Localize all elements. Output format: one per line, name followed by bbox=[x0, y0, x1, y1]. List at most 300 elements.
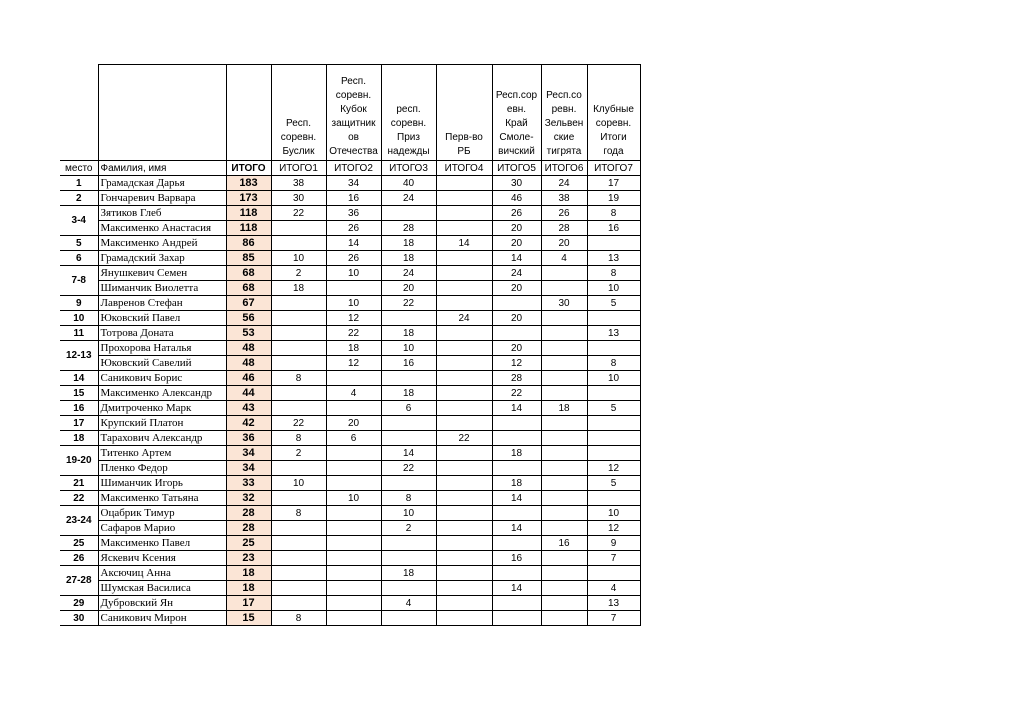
score-cell bbox=[326, 506, 381, 521]
score-cell bbox=[492, 536, 541, 551]
score-cell: 28 bbox=[381, 221, 436, 236]
score-cell bbox=[541, 611, 587, 626]
name-cell: Максименко Александр bbox=[98, 386, 226, 401]
total-cell: 23 bbox=[226, 551, 271, 566]
name-cell: Шиманчик Виолетта bbox=[98, 281, 226, 296]
subtotal-header: ИТОГО1 bbox=[271, 161, 326, 176]
score-cell: 26 bbox=[326, 221, 381, 236]
score-cell: 18 bbox=[381, 386, 436, 401]
score-cell: 38 bbox=[271, 176, 326, 191]
score-cell bbox=[436, 491, 492, 506]
table-row bbox=[60, 551, 640, 566]
score-cell: 36 bbox=[326, 206, 381, 221]
score-cell bbox=[436, 266, 492, 281]
score-cell bbox=[492, 296, 541, 311]
score-cell: 26 bbox=[326, 251, 381, 266]
score-cell: 12 bbox=[492, 356, 541, 371]
score-cell bbox=[587, 311, 640, 326]
score-cell bbox=[587, 446, 640, 461]
score-cell: 26 bbox=[492, 206, 541, 221]
score-cell bbox=[436, 551, 492, 566]
score-cell: 30 bbox=[271, 191, 326, 206]
score-cell bbox=[271, 581, 326, 596]
table-row bbox=[60, 341, 640, 356]
table-row bbox=[60, 401, 640, 416]
place-cell: 29 bbox=[60, 596, 98, 611]
score-cell bbox=[326, 281, 381, 296]
score-cell: 18 bbox=[492, 476, 541, 491]
name-cell: Грамадский Захар bbox=[98, 251, 226, 266]
score-cell bbox=[436, 401, 492, 416]
table-row bbox=[60, 416, 640, 431]
score-cell bbox=[436, 206, 492, 221]
empty-header-cell bbox=[60, 65, 98, 161]
score-cell: 14 bbox=[492, 521, 541, 536]
name-cell: Юковский Павел bbox=[98, 311, 226, 326]
score-cell bbox=[492, 461, 541, 476]
score-cell bbox=[436, 581, 492, 596]
table-row bbox=[60, 476, 640, 491]
score-cell: 30 bbox=[492, 176, 541, 191]
competition-header: респ. соревн. Приз надежды bbox=[381, 65, 436, 161]
score-cell bbox=[381, 551, 436, 566]
score-cell: 20 bbox=[326, 416, 381, 431]
total-cell: 46 bbox=[226, 371, 271, 386]
total-cell: 48 bbox=[226, 341, 271, 356]
name-cell: Прохорова Наталья bbox=[98, 341, 226, 356]
total-cell: 68 bbox=[226, 281, 271, 296]
score-cell: 34 bbox=[326, 176, 381, 191]
table-row bbox=[60, 491, 640, 506]
total-cell: 183 bbox=[226, 176, 271, 191]
table-row bbox=[60, 266, 640, 281]
score-cell bbox=[436, 176, 492, 191]
score-cell bbox=[587, 236, 640, 251]
score-cell: 20 bbox=[381, 281, 436, 296]
score-cell: 18 bbox=[541, 401, 587, 416]
place-cell: 26 bbox=[60, 551, 98, 566]
score-cell: 8 bbox=[587, 356, 640, 371]
subtotal-header: ИТОГО5 bbox=[492, 161, 541, 176]
score-cell: 8 bbox=[271, 611, 326, 626]
total-cell: 18 bbox=[226, 566, 271, 581]
score-cell: 4 bbox=[587, 581, 640, 596]
score-cell bbox=[436, 371, 492, 386]
score-cell: 14 bbox=[492, 251, 541, 266]
place-cell: 1 bbox=[60, 176, 98, 191]
score-cell: 8 bbox=[587, 266, 640, 281]
table-row bbox=[60, 281, 640, 296]
place-cell: 22 bbox=[60, 491, 98, 506]
place-cell: 3-4 bbox=[60, 206, 98, 236]
name-cell: Шумская Василиса bbox=[98, 581, 226, 596]
score-cell: 2 bbox=[381, 521, 436, 536]
score-cell bbox=[436, 611, 492, 626]
score-cell: 14 bbox=[326, 236, 381, 251]
score-cell bbox=[587, 566, 640, 581]
competition-header: Респ.сор евн. Край Смоле- вичский bbox=[492, 65, 541, 161]
name-cell: Саникович Мирон bbox=[98, 611, 226, 626]
table-row bbox=[60, 566, 640, 581]
score-cell bbox=[541, 371, 587, 386]
empty-header-cell bbox=[98, 65, 226, 161]
score-cell: 22 bbox=[381, 296, 436, 311]
results-body bbox=[60, 176, 640, 626]
score-cell bbox=[587, 491, 640, 506]
score-cell bbox=[436, 251, 492, 266]
total-cell: 86 bbox=[226, 236, 271, 251]
score-cell: 10 bbox=[587, 506, 640, 521]
score-cell: 30 bbox=[541, 296, 587, 311]
score-cell bbox=[436, 536, 492, 551]
name-cell: Тотрова Доната bbox=[98, 326, 226, 341]
place-cell: 14 bbox=[60, 371, 98, 386]
score-cell bbox=[326, 371, 381, 386]
score-cell bbox=[492, 611, 541, 626]
score-cell: 6 bbox=[326, 431, 381, 446]
total-cell: 67 bbox=[226, 296, 271, 311]
subtotal-header: ИТОГО2 bbox=[326, 161, 381, 176]
score-cell: 46 bbox=[492, 191, 541, 206]
score-cell: 6 bbox=[381, 401, 436, 416]
score-cell: 5 bbox=[587, 401, 640, 416]
name-cell: Дубровский Ян bbox=[98, 596, 226, 611]
name-cell: Пленко Федор bbox=[98, 461, 226, 476]
score-cell: 18 bbox=[492, 446, 541, 461]
score-cell bbox=[492, 326, 541, 341]
score-cell bbox=[541, 506, 587, 521]
competition-header-row bbox=[60, 65, 640, 161]
score-cell: 24 bbox=[436, 311, 492, 326]
score-cell bbox=[381, 431, 436, 446]
score-cell: 19 bbox=[587, 191, 640, 206]
total-cell: 18 bbox=[226, 581, 271, 596]
score-cell: 16 bbox=[587, 221, 640, 236]
place-cell: 7-8 bbox=[60, 266, 98, 296]
table-row bbox=[60, 446, 640, 461]
total-cell: 42 bbox=[226, 416, 271, 431]
subtotal-header: ИТОГО3 bbox=[381, 161, 436, 176]
score-cell bbox=[271, 551, 326, 566]
name-cell: Крупский Платон bbox=[98, 416, 226, 431]
results-table bbox=[60, 64, 641, 626]
score-cell bbox=[326, 476, 381, 491]
place-cell: 17 bbox=[60, 416, 98, 431]
score-cell bbox=[326, 446, 381, 461]
table-row bbox=[60, 431, 640, 446]
score-cell: 20 bbox=[492, 221, 541, 236]
score-cell: 24 bbox=[541, 176, 587, 191]
score-cell: 20 bbox=[492, 281, 541, 296]
score-cell bbox=[326, 521, 381, 536]
name-cell: Максименко Андрей bbox=[98, 236, 226, 251]
place-cell: 19-20 bbox=[60, 446, 98, 476]
score-cell: 28 bbox=[492, 371, 541, 386]
place-cell: 5 bbox=[60, 236, 98, 251]
score-cell: 2 bbox=[271, 446, 326, 461]
score-cell: 14 bbox=[492, 491, 541, 506]
score-cell bbox=[381, 311, 436, 326]
score-cell bbox=[436, 191, 492, 206]
score-cell bbox=[541, 386, 587, 401]
score-cell bbox=[541, 476, 587, 491]
score-cell: 12 bbox=[587, 521, 640, 536]
score-cell bbox=[436, 416, 492, 431]
name-cell: Дмитроченко Марк bbox=[98, 401, 226, 416]
total-cell: 44 bbox=[226, 386, 271, 401]
score-cell bbox=[541, 356, 587, 371]
score-cell: 14 bbox=[492, 401, 541, 416]
name-cell: Тарахович Александр bbox=[98, 431, 226, 446]
score-cell bbox=[541, 446, 587, 461]
name-cell: Шиманчик Игорь bbox=[98, 476, 226, 491]
place-cell: 25 bbox=[60, 536, 98, 551]
name-cell: Максименко Татьяна bbox=[98, 491, 226, 506]
score-cell: 22 bbox=[271, 206, 326, 221]
name-cell: Сафаров Марио bbox=[98, 521, 226, 536]
score-cell bbox=[381, 476, 436, 491]
score-cell bbox=[541, 521, 587, 536]
score-cell bbox=[271, 356, 326, 371]
total-cell: 15 bbox=[226, 611, 271, 626]
table-row bbox=[60, 176, 640, 191]
subtotal-header: ИТОГО4 bbox=[436, 161, 492, 176]
score-cell: 7 bbox=[587, 551, 640, 566]
score-cell bbox=[541, 281, 587, 296]
total-cell: 17 bbox=[226, 596, 271, 611]
score-cell: 8 bbox=[587, 206, 640, 221]
score-cell: 22 bbox=[381, 461, 436, 476]
total-cell: 25 bbox=[226, 536, 271, 551]
table-row bbox=[60, 206, 640, 221]
score-cell bbox=[271, 596, 326, 611]
total-cell: 36 bbox=[226, 431, 271, 446]
score-cell bbox=[326, 536, 381, 551]
subtotal-header: ИТОГО7 bbox=[587, 161, 640, 176]
total-cell: 56 bbox=[226, 311, 271, 326]
score-cell: 24 bbox=[381, 266, 436, 281]
score-cell bbox=[271, 296, 326, 311]
score-cell: 10 bbox=[271, 251, 326, 266]
table-row bbox=[60, 356, 640, 371]
score-cell bbox=[271, 461, 326, 476]
score-cell: 22 bbox=[326, 326, 381, 341]
score-cell bbox=[381, 416, 436, 431]
score-cell: 10 bbox=[326, 266, 381, 281]
score-cell: 5 bbox=[587, 296, 640, 311]
score-cell bbox=[541, 431, 587, 446]
total-cell: 85 bbox=[226, 251, 271, 266]
table-row bbox=[60, 536, 640, 551]
score-cell bbox=[381, 206, 436, 221]
score-cell: 4 bbox=[326, 386, 381, 401]
score-cell bbox=[587, 416, 640, 431]
table-row bbox=[60, 251, 640, 266]
score-cell bbox=[541, 311, 587, 326]
total-cell: 34 bbox=[226, 446, 271, 461]
table-row bbox=[60, 611, 640, 626]
score-cell bbox=[541, 416, 587, 431]
score-cell bbox=[271, 236, 326, 251]
score-cell bbox=[541, 341, 587, 356]
score-cell: 28 bbox=[541, 221, 587, 236]
total-cell: 118 bbox=[226, 206, 271, 221]
score-cell: 22 bbox=[271, 416, 326, 431]
table-row bbox=[60, 311, 640, 326]
column-header-row bbox=[60, 161, 640, 176]
score-cell bbox=[436, 476, 492, 491]
score-cell bbox=[271, 221, 326, 236]
score-cell bbox=[436, 446, 492, 461]
score-cell: 16 bbox=[541, 536, 587, 551]
score-cell bbox=[541, 581, 587, 596]
score-cell bbox=[436, 596, 492, 611]
score-cell: 12 bbox=[326, 311, 381, 326]
total-cell: 173 bbox=[226, 191, 271, 206]
total-cell: 118 bbox=[226, 221, 271, 236]
score-cell: 10 bbox=[381, 341, 436, 356]
score-cell: 16 bbox=[381, 356, 436, 371]
score-cell: 10 bbox=[271, 476, 326, 491]
place-cell: 9 bbox=[60, 296, 98, 311]
score-cell bbox=[326, 581, 381, 596]
score-cell: 20 bbox=[492, 311, 541, 326]
score-cell bbox=[271, 311, 326, 326]
score-cell bbox=[436, 221, 492, 236]
score-cell bbox=[381, 611, 436, 626]
competition-header: Перв-во РБ bbox=[436, 65, 492, 161]
place-cell: 12-13 bbox=[60, 341, 98, 371]
competition-header: Респ. соревн. Буслик bbox=[271, 65, 326, 161]
total-column-header: ИТОГО bbox=[226, 161, 271, 176]
score-cell bbox=[541, 326, 587, 341]
score-cell bbox=[587, 341, 640, 356]
total-cell: 43 bbox=[226, 401, 271, 416]
score-cell: 18 bbox=[271, 281, 326, 296]
score-cell bbox=[436, 506, 492, 521]
score-cell: 13 bbox=[587, 251, 640, 266]
table-row bbox=[60, 236, 640, 251]
score-cell: 10 bbox=[587, 281, 640, 296]
table-row bbox=[60, 521, 640, 536]
total-cell: 53 bbox=[226, 326, 271, 341]
score-cell bbox=[381, 371, 436, 386]
total-cell: 68 bbox=[226, 266, 271, 281]
score-cell: 4 bbox=[381, 596, 436, 611]
competition-header: Респ. соревн. Кубок защитник ов Отечества bbox=[326, 65, 381, 161]
score-cell: 26 bbox=[541, 206, 587, 221]
score-cell: 12 bbox=[326, 356, 381, 371]
score-cell bbox=[492, 416, 541, 431]
score-cell bbox=[326, 596, 381, 611]
score-cell: 13 bbox=[587, 596, 640, 611]
name-cell: Саникович Борис bbox=[98, 371, 226, 386]
name-cell: Максименко Павел bbox=[98, 536, 226, 551]
total-cell: 28 bbox=[226, 506, 271, 521]
score-cell: 17 bbox=[587, 176, 640, 191]
score-cell: 10 bbox=[381, 506, 436, 521]
score-cell bbox=[271, 386, 326, 401]
table-row bbox=[60, 326, 640, 341]
score-cell bbox=[492, 566, 541, 581]
name-cell: Лавренов Стефан bbox=[98, 296, 226, 311]
name-cell: Титенко Артем bbox=[98, 446, 226, 461]
score-cell: 14 bbox=[436, 236, 492, 251]
score-cell bbox=[541, 596, 587, 611]
score-cell bbox=[541, 566, 587, 581]
score-cell: 18 bbox=[381, 566, 436, 581]
score-cell: 22 bbox=[492, 386, 541, 401]
score-cell: 4 bbox=[541, 251, 587, 266]
score-cell bbox=[541, 551, 587, 566]
place-cell: 21 bbox=[60, 476, 98, 491]
name-cell: Зятиков Глеб bbox=[98, 206, 226, 221]
score-cell bbox=[436, 566, 492, 581]
score-cell: 8 bbox=[271, 431, 326, 446]
score-cell: 18 bbox=[326, 341, 381, 356]
score-cell: 18 bbox=[381, 236, 436, 251]
total-cell: 32 bbox=[226, 491, 271, 506]
score-cell: 10 bbox=[587, 371, 640, 386]
score-cell: 20 bbox=[541, 236, 587, 251]
total-cell: 34 bbox=[226, 461, 271, 476]
table-row bbox=[60, 461, 640, 476]
score-cell: 8 bbox=[271, 506, 326, 521]
score-cell: 5 bbox=[587, 476, 640, 491]
score-cell bbox=[436, 341, 492, 356]
name-cell: Максименко Анастасия bbox=[98, 221, 226, 236]
place-cell: 27-28 bbox=[60, 566, 98, 596]
score-cell bbox=[541, 461, 587, 476]
total-cell: 28 bbox=[226, 521, 271, 536]
table-row bbox=[60, 581, 640, 596]
score-cell bbox=[271, 326, 326, 341]
competition-header: Респ.со ревн. Зельвен ские тигрята bbox=[541, 65, 587, 161]
place-column-header: место bbox=[60, 161, 98, 176]
place-cell: 10 bbox=[60, 311, 98, 326]
score-cell: 13 bbox=[587, 326, 640, 341]
score-cell: 9 bbox=[587, 536, 640, 551]
score-cell: 18 bbox=[381, 251, 436, 266]
name-column-header: Фамилия, имя bbox=[98, 161, 226, 176]
score-cell bbox=[436, 296, 492, 311]
score-cell bbox=[541, 266, 587, 281]
score-cell: 2 bbox=[271, 266, 326, 281]
table-row bbox=[60, 296, 640, 311]
score-cell bbox=[381, 581, 436, 596]
score-cell: 20 bbox=[492, 236, 541, 251]
name-cell: Аксючиц Анна bbox=[98, 566, 226, 581]
table-row bbox=[60, 506, 640, 521]
score-cell bbox=[436, 461, 492, 476]
score-cell bbox=[381, 536, 436, 551]
place-cell: 16 bbox=[60, 401, 98, 416]
score-cell: 7 bbox=[587, 611, 640, 626]
name-cell: Янушкевич Семен bbox=[98, 266, 226, 281]
name-cell: Яскевич Ксения bbox=[98, 551, 226, 566]
total-cell: 33 bbox=[226, 476, 271, 491]
score-cell: 38 bbox=[541, 191, 587, 206]
name-cell: Гончаревич Варвара bbox=[98, 191, 226, 206]
score-cell bbox=[436, 281, 492, 296]
empty-header-cell bbox=[226, 65, 271, 161]
table-row bbox=[60, 386, 640, 401]
score-cell: 18 bbox=[381, 326, 436, 341]
score-cell: 10 bbox=[326, 491, 381, 506]
score-cell bbox=[492, 506, 541, 521]
place-cell: 30 bbox=[60, 611, 98, 626]
score-cell bbox=[271, 491, 326, 506]
